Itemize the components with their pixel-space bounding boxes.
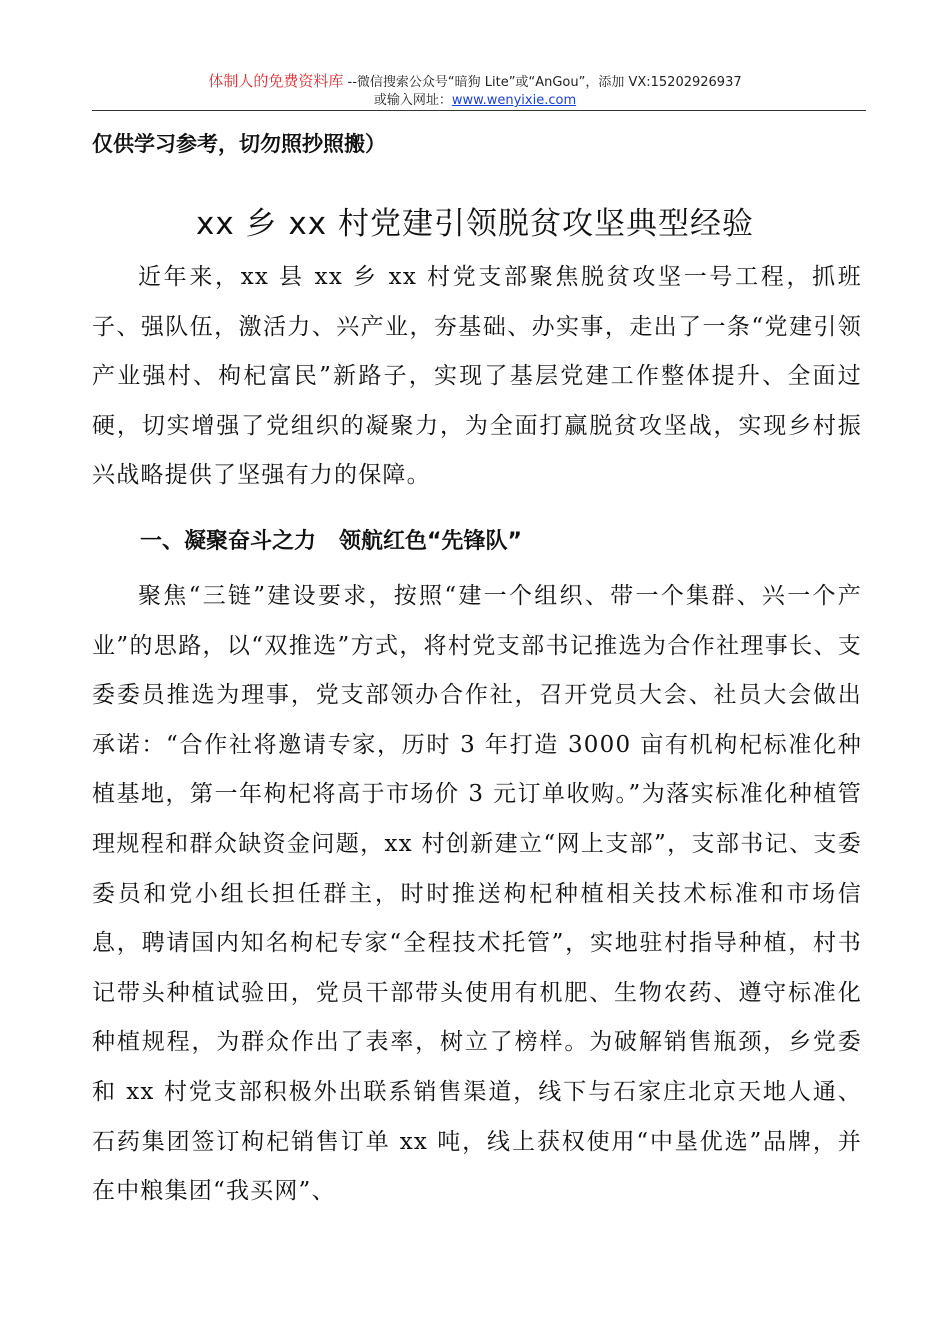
document-title: xx 乡 xx 村党建引领脱贫攻坚典型经验 (196, 206, 754, 242)
header-info: --微信搜索公众号“暗狗 Lite”或“AnGou”，添加 VX:15202926937 (343, 75, 742, 90)
section1-paragraph: 聚焦“三链”建设要求，按照“建一个组织、带一个集群、兴一个产业”的思路，以“双推选”方式，将村党支部书记推选为合作社理事长、支委委员推选为理事，党支部领办合作社，召开党员大会、社员大会做出承诺：“合作社将邀请专家，历时 3 年打造 3000 亩有机枸杞标准化种植基地，第一年枸杞将高于市场价 3 元订单收购。”为落实标准化种植管理规程和群众缺资金问题，xx 村创新建立“网上支部”，支部书记、支委委员和党小组长担任群主，时时推送枸杞种植相关技术标准和市场信息，聘请国内知名枸杞专家“全程技术托管”，实地驻村指导种植，村书记带头种植试验田，党员干部带头使用有机肥、生物农药、遵守标准化种植规程，为群众作出了表率，树立了榜样。为破解销售瓶颈，乡党委和 xx 村党支部积极外出联系销售渠道，线下与石家庄北京天地人通、石药集团签订枸杞销售订单 xx 吨，线上获权使用“中垦优选”品牌，并在中粮集团“我买网”、 (92, 583, 862, 1205)
intro-paragraph: 近年来，xx 县 xx 乡 xx 村党支部聚焦脱贫攻坚一号工程，抓班子、强队伍，激活力、兴产业，夯基础、办实事，走出了一条“党建引领产业强村、枸杞富民”新路子，实现了基层党建工作整体提升、全面过硬，切实增强了党组织的凝聚力，为全面打赢脱贫攻坚战，实现乡村振兴战略提供了坚强有力的保障。 (92, 264, 862, 489)
page-header (0, 72, 950, 110)
section1-paragraph-block (92, 572, 862, 1217)
note-text: 仅供学习参考，切勿照抄照搬） (92, 132, 386, 156)
intro-paragraph-block (92, 253, 862, 501)
section-heading-1: 一、凝聚奋斗之力 领航红色“先锋队” (140, 529, 522, 554)
header-brand: 体制人的免费资料库 (208, 72, 344, 90)
header-divider (92, 110, 866, 111)
header-line-2 (0, 92, 950, 110)
header-url-prefix: 或输入网址： (373, 93, 452, 108)
header-line-1 (0, 72, 950, 92)
header-url-link[interactable]: www.wenyixie.com (451, 93, 577, 108)
